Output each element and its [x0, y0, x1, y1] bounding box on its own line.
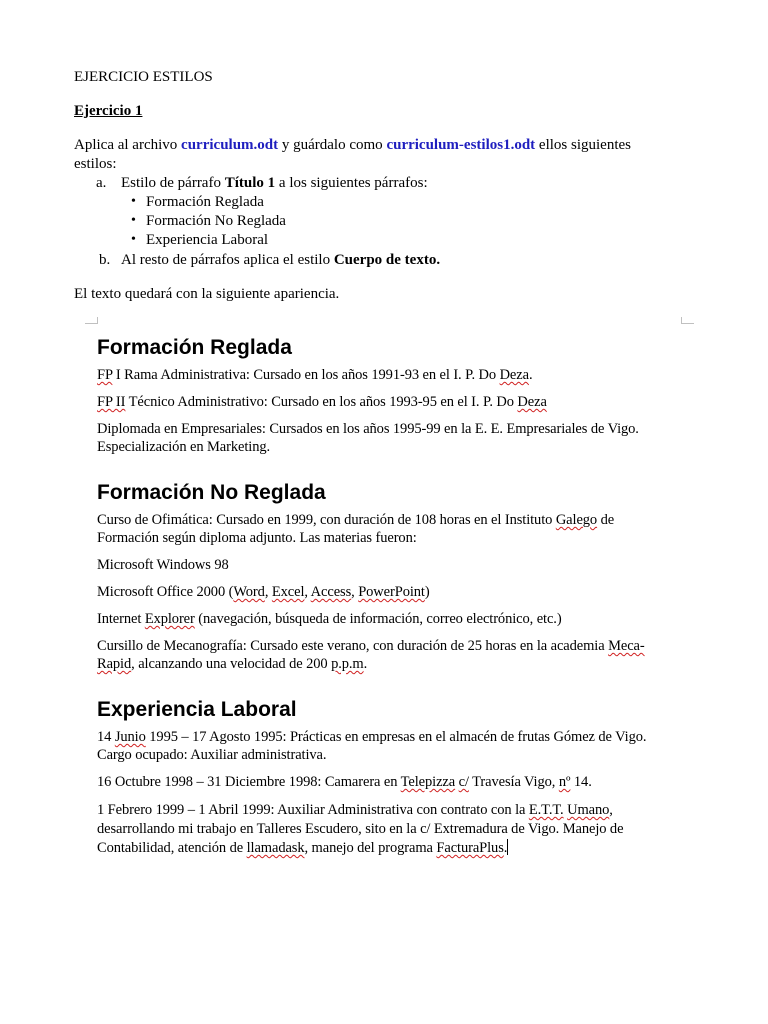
- paragraph-text: (navegación, búsqueda de información, correo electrónico, etc.): [194, 611, 562, 627]
- misspelled-word: Junio: [114, 729, 146, 745]
- paragraph-text: Microsoft Office 2000 (: [97, 584, 234, 600]
- exercise-heading: Ejercicio 1: [74, 103, 143, 119]
- misspelled-word: Excel: [271, 584, 305, 600]
- paragraph-text: ,: [609, 802, 613, 818]
- step-b-label: Al resto de párrafos aplica el estilo: [121, 252, 334, 268]
- step-a-rest: a los siguientes párrafos:: [275, 175, 428, 191]
- paragraph: Diplomada en Empresariales: Cursados en los años 1995-99 en la E. E. Empresariales de Vigo.: [97, 421, 639, 437]
- paragraph-text: Cursillo de Mecanografía: Cursado este verano, con duración de 25 horas en la academia: [97, 638, 609, 654]
- paragraph-text: de: [597, 512, 615, 528]
- source-file-name: curriculum.odt: [181, 137, 279, 153]
- paragraph-text: , alcanzando una velocidad de 200: [131, 656, 332, 672]
- bullet-item: Formación No Reglada: [146, 213, 286, 229]
- step-b-marker: b.: [99, 252, 111, 268]
- paragraph-text: .: [528, 367, 533, 383]
- paragraph: [97, 801, 613, 820]
- bullet-item: Experiencia Laboral: [146, 232, 269, 248]
- paragraph: desarrollando mi trabajo en Talleres Escudero, sito en la c/ Extremadura de Vigo. Manejo de: [97, 821, 624, 837]
- style-name-body: Cuerpo de texto.: [333, 252, 441, 268]
- paragraph: [97, 773, 592, 792]
- paragraph-text: .: [503, 840, 508, 856]
- intro-text: Aplica al archivo: [74, 137, 182, 153]
- paragraph: [97, 839, 508, 858]
- misspelled-word: c/: [458, 774, 469, 790]
- misspelled-word: Word: [233, 584, 265, 600]
- paragraph: Cargo ocupado: Auxiliar administrativa.: [97, 747, 327, 763]
- misspelled-word: Meca-: [608, 638, 645, 654]
- paragraph-text: , manejo del programa: [304, 840, 437, 856]
- document-title: EJERCICIO ESTILOS: [74, 69, 213, 85]
- misspelled-word: Umano: [567, 802, 610, 818]
- paragraph: [97, 393, 547, 412]
- paragraph-text: I Rama Administrativa: Cursado en los años 1991-93 en el I. P. Do: [112, 367, 500, 383]
- target-file-name: curriculum-estilos1.odt: [386, 137, 536, 153]
- bullet-icon: •: [131, 232, 136, 247]
- paragraph: Formación según diploma adjunto. Las materias fueron:: [97, 530, 417, 546]
- outro-text: El texto quedará con la siguiente apariencia.: [74, 286, 340, 302]
- paragraph: [97, 655, 367, 674]
- bullet-item: Formación Reglada: [146, 194, 264, 210]
- paragraph-text: Contabilidad, atención de: [97, 840, 247, 856]
- intro-line-2: estilos:: [74, 156, 117, 172]
- misspelled-word: PowerPoint: [358, 584, 425, 600]
- paragraph: [97, 366, 532, 385]
- paragraph-text: ,: [351, 584, 359, 600]
- paragraph: [97, 728, 646, 747]
- paragraph-text: Internet: [97, 611, 145, 627]
- style-name-title1: Título 1: [224, 175, 276, 191]
- misspelled-word: llamadask: [246, 840, 305, 856]
- misspelled-word: FP II: [97, 394, 126, 410]
- text-cursor: [507, 839, 508, 855]
- paragraph: [97, 610, 562, 629]
- paragraph-text: 14.: [570, 774, 592, 790]
- heading-formacion-reglada: Formación Reglada: [97, 336, 292, 359]
- step-a-label: Estilo de párrafo: [121, 175, 225, 191]
- paragraph-text: 1995 – 17 Agosto 1995: Prácticas en empresas en el almacén de frutas Gómez de Vigo.: [145, 729, 647, 745]
- misspelled-word: FP: [97, 367, 113, 383]
- bullet-icon: •: [131, 194, 136, 209]
- paragraph-text: ,: [264, 584, 272, 600]
- paragraph-text: Técnico Administrativo: Cursado en los años 1993-95 en el I. P. Do: [125, 394, 518, 410]
- misspelled-word: Rapid: [97, 656, 132, 672]
- misspelled-word: Deza: [517, 394, 547, 410]
- paragraph: [97, 637, 645, 656]
- paragraph-text: Curso de Ofimática: Cursado en 1999, con duración de 108 horas en el Instituto: [97, 512, 556, 528]
- heading-formacion-no-reglada: Formación No Reglada: [97, 481, 326, 504]
- page-corner-mark: [85, 317, 98, 324]
- paragraph-text: .: [363, 656, 368, 672]
- misspelled-word: p.p.m: [331, 656, 364, 672]
- misspelled-word: nº: [558, 774, 571, 790]
- paragraph: [97, 511, 614, 530]
- heading-experiencia-laboral: Experiencia Laboral: [97, 698, 297, 721]
- misspelled-word: Access: [310, 584, 352, 600]
- paragraph-text: 14: [97, 729, 115, 745]
- paragraph: Microsoft Windows 98: [97, 557, 229, 573]
- misspelled-word: Telepizza: [400, 774, 456, 790]
- paragraph-text: ,: [304, 584, 311, 600]
- paragraph-text: ): [424, 584, 430, 600]
- step-a-marker: a.: [96, 175, 107, 191]
- bullet-icon: •: [131, 213, 136, 228]
- misspelled-word: Deza: [499, 367, 529, 383]
- paragraph: [97, 583, 430, 602]
- misspelled-word: E.T.T.: [528, 802, 564, 818]
- paragraph-text: 16 Octubre 1998 – 31 Diciembre 1998: Camarera en: [97, 774, 401, 790]
- intro-text: y guárdalo como: [278, 137, 387, 153]
- page-corner-mark: [681, 317, 694, 324]
- paragraph: Especialización en Marketing.: [97, 439, 271, 455]
- misspelled-word: FacturaPlus: [436, 840, 504, 856]
- paragraph-text: 1 Febrero 1999 – 1 Abril 1999: Auxiliar Administrativa con contrato con la: [97, 802, 529, 818]
- misspelled-word: Explorer: [144, 611, 195, 627]
- intro-text: ellos siguientes: [535, 137, 631, 153]
- paragraph-text: Travesía Vigo,: [468, 774, 559, 790]
- misspelled-word: Galego: [555, 512, 598, 528]
